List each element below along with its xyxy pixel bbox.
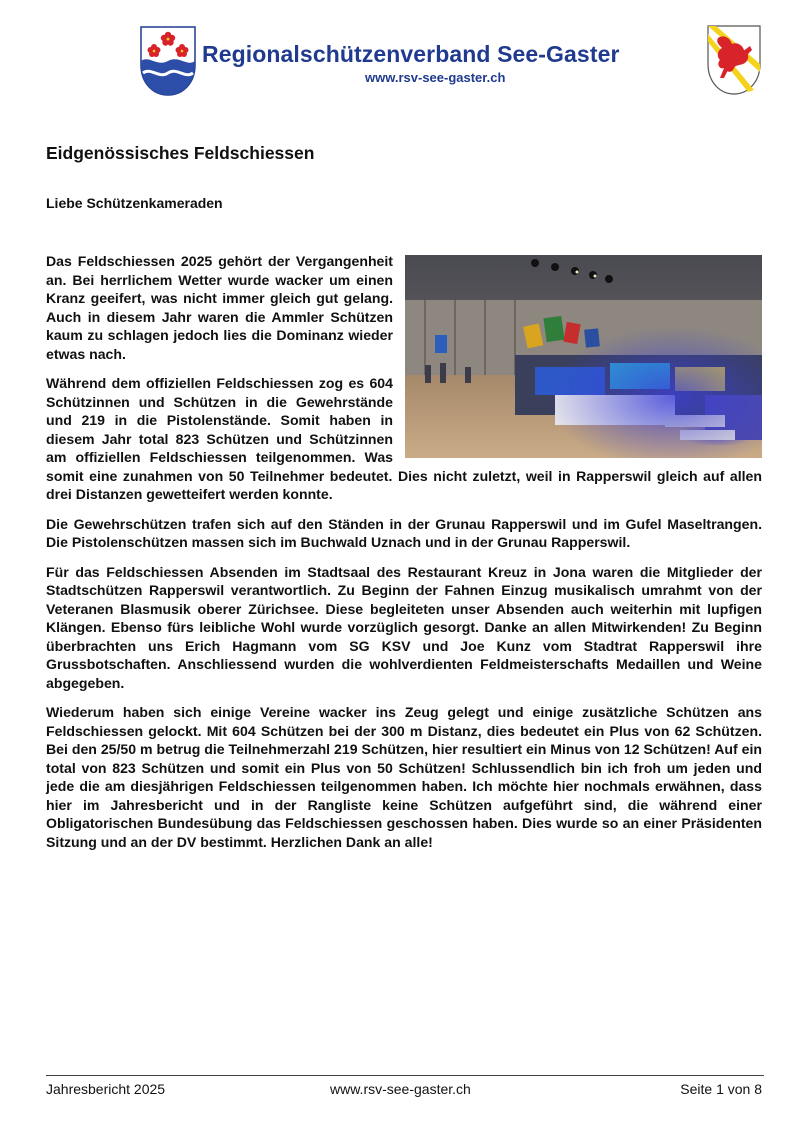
paragraph: Das Feldschiessen 2025 gehört der Vergangenheit an. Bei herrlichem Wetter wurde wacker um einen Kranz geeifert, was nicht immer gleich gut gelang. Auch in diesem Jahr waren die Ammler Schützen kaum zu schlagen jedoch lies die Dominanz wieder etwas nach. — [46, 253, 393, 362]
footer-page-number: Seite 1 von 8 — [680, 1081, 762, 1097]
greeting: Liebe Schützenkameraden — [46, 195, 223, 211]
see-gaster-emblem-icon — [139, 25, 197, 97]
paragraph: Während dem offiziellen Feldschiessen zog es 604 Schützinnen und Schützen in die Gewehrstände und 219 in die Pistolenstände. Somit haben in diesem Jahr total 823 Schützen und Schützinnen am offiziellen Feldschiessen teilgenommen. Was somit eine zunahmen von 50 Teilnehmer bedeutet. Dies nicht zuletzt, weil in Rapperswil gleich auf allen drei Distanzen gewetteifert werden konnte. — [46, 375, 762, 502]
article-body — [46, 252, 762, 862]
paragraph: Wiederum haben sich einige Vereine wacker ins Zeug gelegt und einige zusätzliche Schützen ans Feldschiessen gelockt. Mit 604 Schützen bei der 300 m Distanz, dies bedeutet ein Plus von 62 Schützen. Bei den 25/50 m betrug die Teilnehmerzahl 219 Schützen, hier resultiert ein Minus von 12 Schützen! Auf ein total von 823 Schützen und somit ein Plus von 50 Schützen! Schlussendlich bin ich froh um jeden und jede die am diesjährigen Feldschiessen teilgenommen haben. Ich möchte hier nochmals erwähnen, dass hier im Jahresbericht und in der Rangliste keine Schützen aufgeführt sind, die während einer Obligatorischen Bundesübung das Feldschiessen geschossen haben. Dies wurde so an einer Präsidenten Sitzung und an der DV bestimmt. Herzlichen Dank an alle! — [46, 704, 762, 850]
footer-report-title: Jahresbericht 2025 — [46, 1081, 166, 1097]
association-title: Regionalschützenverband See-Gaster — [202, 41, 620, 67]
lion-shield-icon — [706, 24, 762, 96]
footer-divider — [46, 1075, 764, 1076]
footer-website[interactable]: www.rsv-see-gaster.ch — [330, 1081, 471, 1097]
paragraph: Für das Feldschiessen Absenden im Stadtsaal des Restaurant Kreuz in Jona waren die Mitglieder der Stadtschützen Rapperswil verantwortlich. Zu Beginn der Fahnen Einzug musikalisch umrahmt von der Veteranen Blasmusik oberer Zürichsee. Diese begleiteten unser Absenden auch weiterhin mit lupfigen Klängen. Ebenso fürs leibliche Wohl wurde vorzüglich gesorgt. Danke an allen Mitwirkenden! Zu Beginn überbrachten uns Erich Hagmann vom SG KSV und Joe Kunz vom Stadtrat Rapperswil ihre Grussbotschaften. Anschliessend wurden die wohlverdienten Feldmeisterschafts Medaillen und Weine abgegeben. — [46, 563, 762, 691]
event-hall-photo — [405, 255, 762, 458]
page-heading: Eidgenössisches Feldschiessen — [46, 143, 315, 163]
association-url[interactable]: www.rsv-see-gaster.ch — [365, 70, 506, 85]
paragraph: Die Gewehrschützen trafen sich auf den Ständen in der Grunau Rapperswil und im Gufel Maseltrangen. Die Pistolenschützen massen sich im Buchwald Uznach und in der Grunau Rapperswil. — [46, 515, 762, 550]
